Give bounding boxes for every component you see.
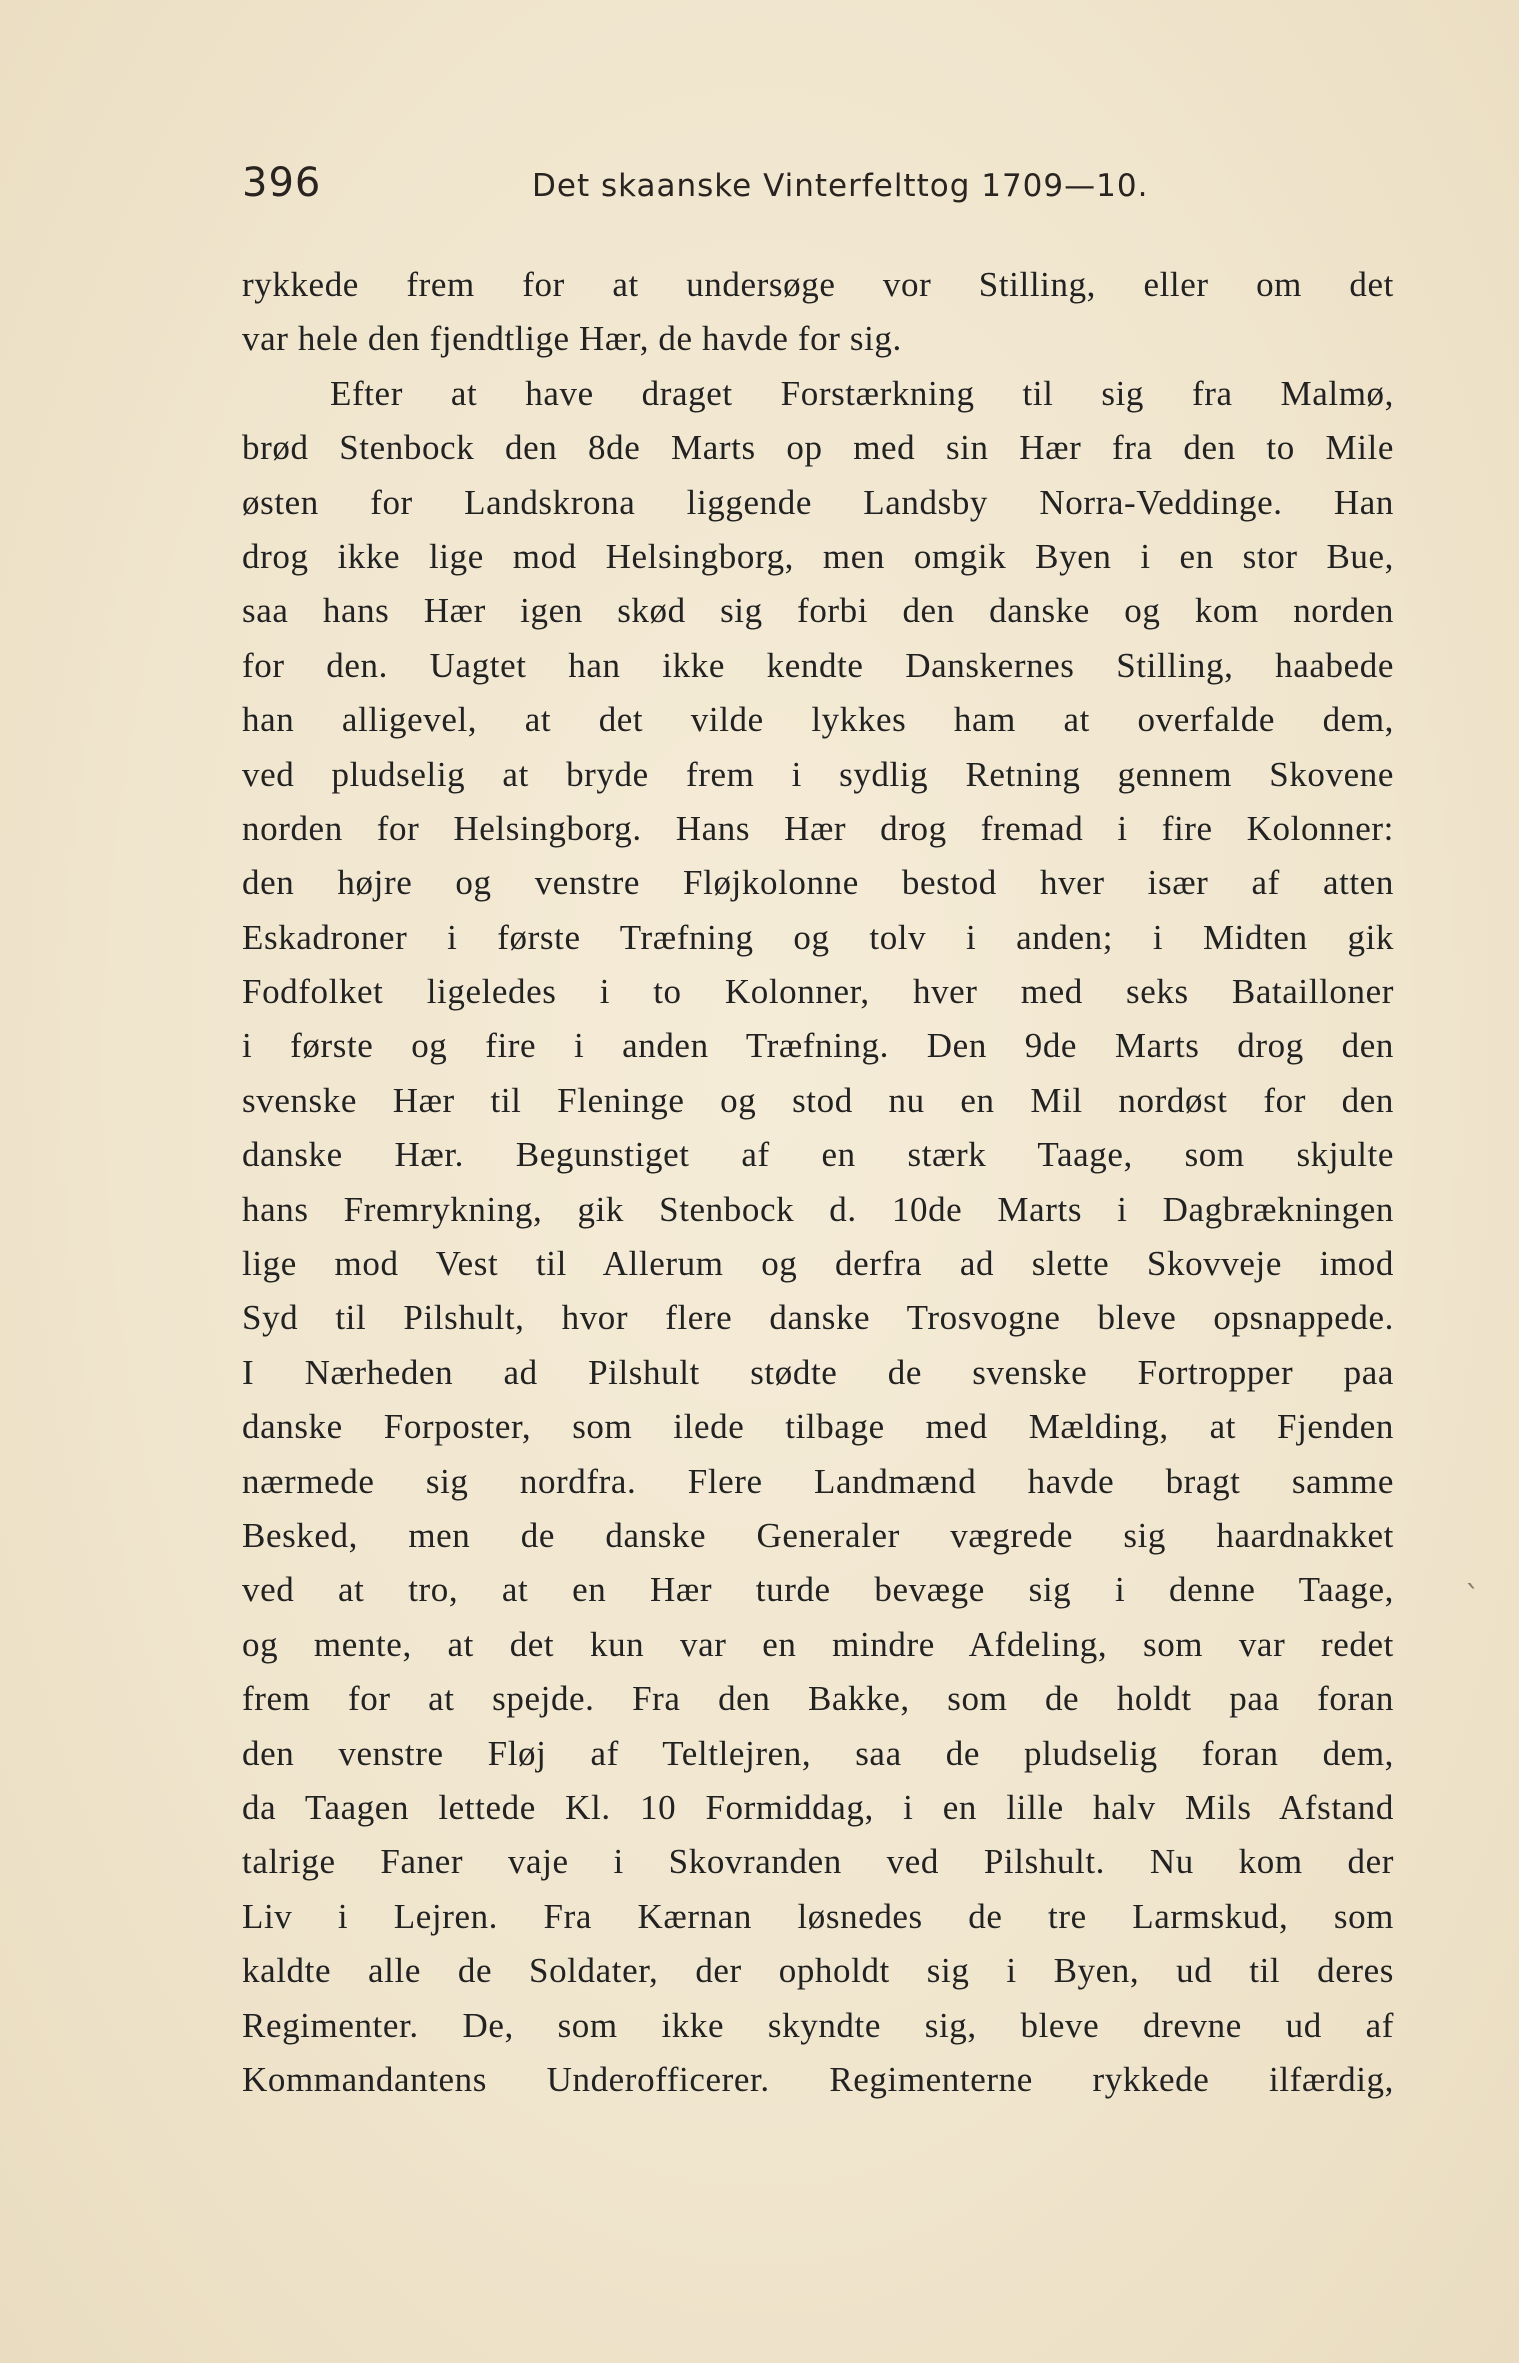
text-line: Besked, men de danske Generaler vægrede sig haardnakket xyxy=(242,1515,1394,1555)
text-line: da Taagen lettede Kl. 10 Formiddag, i en lille halv Mils Afstand xyxy=(242,1787,1394,1827)
body-text xyxy=(242,258,1394,2107)
text-line: norden for Helsingborg. Hans Hær drog fremad i fire Kolonner: xyxy=(242,808,1394,848)
text-line: brød Stenbock den 8de Marts op med sin Hær fra den to Mile xyxy=(242,428,1394,468)
text-line: hans Fremrykning, gik Stenbock d. 10de Marts i Dagbrækningen xyxy=(242,1189,1394,1229)
text-line: var hele den fjendtlige Hær, de havde for sig. xyxy=(242,319,902,359)
text-line: talrige Faner vaje i Skovranden ved Pilshult. Nu kom der xyxy=(242,1842,1394,1882)
page-number: 396 xyxy=(242,160,322,206)
text-line: Efter at have draget Forstærkning til sig fra Malmø, xyxy=(330,373,1394,413)
text-line: han alligevel, at det vilde lykkes ham at overfalde dem, xyxy=(242,700,1394,740)
margin-mark: ` xyxy=(1465,1580,1480,1615)
text-line: i første og fire i anden Træfning. Den 9de Marts drog den xyxy=(242,1026,1394,1066)
text-line: ved at tro, at en Hær turde bevæge sig i denne Taage, xyxy=(242,1570,1394,1610)
text-line: drog ikke lige mod Helsingborg, men omgik Byen i en stor Bue, xyxy=(242,536,1394,576)
text-line: Syd til Pilshult, hvor flere danske Trosvogne bleve opsnappede. xyxy=(242,1298,1394,1338)
text-line: danske Hær. Begunstiget af en stærk Taage, som skjulte xyxy=(242,1135,1394,1175)
text-line: for den. Uagtet han ikke kendte Danskernes Stilling, haabede xyxy=(242,645,1394,685)
text-line: østen for Landskrona liggende Landsby Norra-Veddinge. Han xyxy=(242,482,1394,522)
text-line: Liv i Lejren. Fra Kærnan løsnedes de tre Larmskud, som xyxy=(242,1896,1394,1936)
text-line: kaldte alle de Soldater, der opholdt sig i Byen, ud til deres xyxy=(242,1951,1394,1991)
text-line: Eskadroner i første Træfning og tolv i anden; i Midten gik xyxy=(242,917,1394,957)
text-line: Kommandantens Underofficerer. Regimenterne rykkede ilfærdig, xyxy=(242,2059,1394,2099)
text-line: Regimenter. De, som ikke skyndte sig, bleve drevne ud af xyxy=(242,2005,1394,2045)
text-line: den venstre Fløj af Teltlejren, saa de pludselig foran dem, xyxy=(242,1733,1394,1773)
text-line: rykkede frem for at undersøge vor Stilling, eller om det xyxy=(242,265,1394,304)
text-line: lige mod Vest til Allerum og derfra ad slette Skovveje imod xyxy=(242,1244,1394,1284)
text-line: Fodfolket ligeledes i to Kolonner, hver med seks Batailloner xyxy=(242,972,1394,1012)
text-line: nærmede sig nordfra. Flere Landmænd havde bragt samme xyxy=(242,1461,1394,1501)
text-line: I Nærheden ad Pilshult stødte de svenske Fortropper paa xyxy=(242,1352,1394,1392)
text-line: saa hans Hær igen skød sig forbi den danske og kom norden xyxy=(242,591,1394,631)
text-line: svenske Hær til Fleninge og stod nu en Mil nordøst for den xyxy=(242,1080,1394,1120)
text-line: og mente, at det kun var en mindre Afdeling, som var redet xyxy=(242,1624,1394,1664)
text-line: ved pludselig at bryde frem i sydlig Retning gennem Skovene xyxy=(242,754,1394,794)
text-line: danske Forposter, som ilede tilbage med Mælding, at Fjenden xyxy=(242,1407,1394,1447)
text-line: frem for at spejde. Fra den Bakke, som de holdt paa foran xyxy=(242,1679,1394,1719)
page-header xyxy=(242,160,1392,220)
text-line: den højre og venstre Fløjkolonne bestod hver især af atten xyxy=(242,863,1394,903)
running-title: Det skaanske Vinterfelttog 1709—10. xyxy=(532,168,1149,204)
